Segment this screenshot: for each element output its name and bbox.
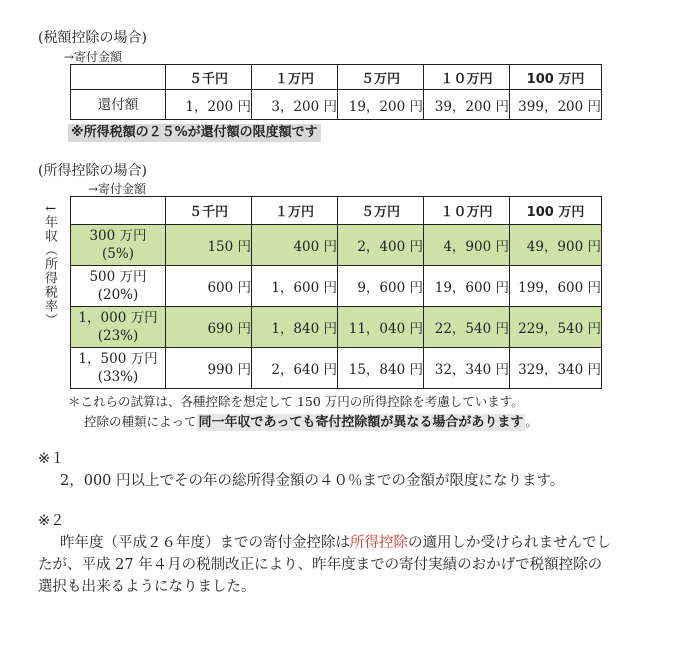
tax-rate: (23%)	[97, 328, 139, 344]
table-cell: 199，600 円	[510, 266, 602, 307]
table-cell: 19，600 円	[424, 266, 510, 307]
table-cell: 3，200 円	[252, 90, 338, 120]
income-note-plain: 控除の種類によって	[84, 414, 197, 429]
table-cell: 11，040 円	[338, 307, 424, 348]
table-row	[71, 90, 602, 120]
table-row	[71, 348, 602, 389]
tax-rate: (5%)	[102, 246, 134, 262]
table-cell: 22，540 円	[424, 307, 510, 348]
table-cell: 1，200 円	[166, 90, 252, 120]
footnote2-line3: 選択も出来るようになりました。	[38, 579, 256, 595]
column-header: １万円	[252, 65, 338, 90]
table-cell: 2，400 円	[338, 225, 424, 266]
income-note-line2	[84, 411, 538, 430]
footnote2-text-b: の適用しか受けられませんでし	[408, 535, 611, 551]
table-cell: 39，200 円	[424, 90, 510, 120]
column-header: ５千円	[166, 65, 252, 90]
footnote2-red-text: 所得控除	[350, 535, 408, 551]
income-amount: 500 万円	[89, 269, 147, 285]
column-header: ５万円	[338, 65, 424, 90]
table-row	[71, 225, 602, 266]
table-cell: 49，900 円	[510, 225, 602, 266]
table-cell: 690 円	[166, 307, 252, 348]
row-label	[71, 266, 166, 307]
tax-rate: (20%)	[97, 287, 139, 303]
table-cell: 150 円	[166, 225, 252, 266]
table-cell: 19，200 円	[338, 90, 424, 120]
tax-credit-note	[68, 121, 321, 140]
table-cell: 329，340 円	[510, 348, 602, 389]
tax-rate: (33%)	[97, 369, 139, 385]
income-note-highlight: 同一年収であっても寄付控除額が異なる場合があります	[198, 415, 524, 430]
header-empty-cell	[71, 197, 166, 225]
column-header: １０万円	[424, 197, 510, 225]
table-cell: 600 円	[166, 266, 252, 307]
row-label	[71, 225, 166, 266]
row-label	[71, 348, 166, 389]
column-header: １０万円	[424, 65, 510, 90]
income-side-label: ↓年収（所得税率）	[42, 203, 57, 327]
header-empty-cell	[71, 65, 166, 90]
column-header: 100 万円	[510, 197, 602, 225]
table-cell: 4，900 円	[424, 225, 510, 266]
income-deduction-heading: (所得控除の場合)	[38, 163, 147, 179]
column-header: ５万円	[338, 197, 424, 225]
footnote1-text: 2，000 円以上でその年の総所得金額の４０％までの金額が限度になります。	[60, 473, 565, 489]
column-header: １万円	[252, 197, 338, 225]
table-header-row	[71, 65, 602, 90]
table-row	[71, 266, 602, 307]
table-cell: 1，840 円	[252, 307, 338, 348]
income-amount: 300 万円	[89, 228, 147, 244]
income-note-line1: ＊これらの試算は、各種控除を想定して 150 万円の所得控除を考慮しています。	[68, 394, 524, 409]
footnote2-text-a: 昨年度（平成２６年度）までの寄付金控除は	[60, 535, 350, 551]
footnote2-mark: ※２	[38, 513, 65, 529]
tax-credit-heading: (税額控除の場合)	[38, 30, 147, 46]
table-cell: 1，600 円	[252, 266, 338, 307]
table-cell: 400 円	[252, 225, 338, 266]
income-amount: 1，500 万円	[78, 351, 158, 367]
income-deduction-arrow-label: →寄付金額	[88, 182, 147, 196]
table-row	[71, 307, 602, 348]
income-amount: 1，000 万円	[78, 310, 158, 326]
column-header: 100 万円	[510, 65, 602, 90]
footnote2-line1	[60, 532, 611, 554]
footnote2-line2: たが、平成 27 年４月の税制改正により、昨年度までの寄付実績のおかげで税額控除の	[38, 557, 603, 573]
table-cell: 990 円	[166, 348, 252, 389]
table-cell: 229，540 円	[510, 307, 602, 348]
income-deduction-table	[70, 196, 602, 389]
table-cell: 2，640 円	[252, 348, 338, 389]
table-cell: 15，840 円	[338, 348, 424, 389]
footnote1-mark: ※１	[38, 451, 65, 467]
table-cell: 32，340 円	[424, 348, 510, 389]
column-header: ５千円	[166, 197, 252, 225]
table-cell: 9，600 円	[338, 266, 424, 307]
income-note-end: 。	[525, 414, 538, 429]
tax-credit-note-text: ※所得税額の２５%が還付額の限度額です	[68, 124, 321, 142]
table-cell: 399，200 円	[510, 90, 602, 120]
table-header-row	[71, 197, 602, 225]
tax-credit-table	[70, 64, 602, 120]
row-label-refund: 還付額	[71, 90, 166, 120]
tax-credit-arrow-label: →寄付金額	[64, 50, 123, 64]
row-label	[71, 307, 166, 348]
